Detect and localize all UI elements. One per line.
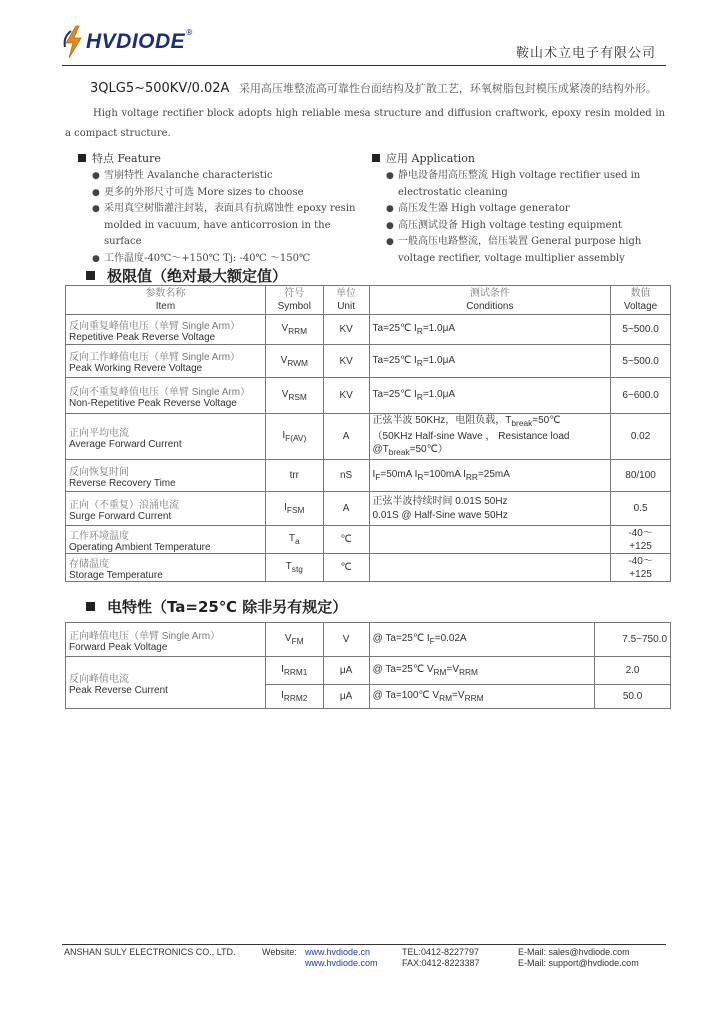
col-header-conditions: 测试条件 Conditions — [369, 286, 611, 315]
table-row: $I_{RRM2}$ μA @ Ta=100℃ $V_{RM}=V_{RRM}$ 50.0 — [66, 685, 671, 709]
footer-website-com-link[interactable]: www.hvdiode.com — [305, 958, 378, 968]
application-item: ● 一般高压电路整流，倍压装置 General purpose high voltage rectifier, voltage multiplier assembly — [386, 236, 642, 264]
table-header-row — [66, 286, 671, 315]
footer-email-support[interactable]: E-Mail: support@hvdiode.com — [518, 958, 639, 968]
col-header-unit: 单位 Unit — [323, 286, 369, 315]
feature-item: ● 雪崩特性 Avalanche characteristic — [78, 168, 363, 185]
page-header — [62, 18, 662, 68]
feature-item: ● 更多的外形尺寸可选 More sizes to choose — [78, 185, 363, 202]
bullet-icon: ● — [386, 171, 394, 181]
applications-heading: 应用 Application — [372, 150, 666, 166]
footer-company: ANSHAN SULY ELECTRONICS CO., LTD. — [64, 947, 236, 957]
table-row: 正向（不重复）浪涌电流 Surge Forward Current $I_{FSM}$ A 正弦半波持续时间 0.01S 50Hz 0.01S @ Half-Sine wave 50Hz 0.5 — [66, 492, 671, 526]
page-footer — [62, 945, 666, 975]
brand-name: HVDIODE — [86, 30, 186, 53]
lightning-bolt-icon — [62, 25, 84, 59]
bullet-icon: ● — [92, 171, 100, 181]
company-name-cn: 鞍山术立电子有限公司 — [515, 46, 656, 61]
col-header-symbol: 符号 Symbol — [265, 286, 323, 315]
brand-logo — [62, 22, 193, 62]
application-item: ● 高压测试设备 High voltage testing equipment — [372, 218, 666, 235]
table-row: 反向恢复时间 Reverse Recovery Time trr nS $I_F=50mA$ $I_R=100mA$ $I_{RR}=25mA$ 80/100 — [66, 460, 671, 492]
footer-tel: TEL:0412-8227797 — [402, 947, 480, 957]
bullet-icon: ● — [386, 204, 394, 214]
col-header-value: 数值 Voltage — [611, 286, 671, 315]
footer-website-cn-link[interactable]: www.hvdiode.cn — [305, 947, 371, 957]
description-en: High voltage rectifier block adopts high reliable mesa structure and diffusion craftwork, epoxy resin molded in a compact structure. — [65, 108, 665, 139]
registered-icon: ® — [185, 27, 194, 37]
features-section — [78, 150, 363, 267]
applications-section — [372, 150, 666, 267]
bullet-icon: ● — [92, 187, 100, 198]
bullet-icon: ● — [92, 253, 100, 264]
product-title — [90, 80, 670, 96]
square-bullet-icon — [372, 154, 380, 162]
square-bullet-icon — [78, 154, 86, 162]
header-divider — [62, 65, 666, 66]
table-row: 工作环境温度 Operating Ambient Temperature $T_a$ ℃ -40～ +125 — [66, 526, 671, 554]
application-item: ● 静电设备用高压整流 High voltage rectifier used in electrostatic cleaning — [386, 170, 641, 198]
feature-item: ● 工作温度-40℃～+150℃ Tj: -40℃ ～150℃ — [78, 251, 363, 268]
footer-email-sales[interactable]: E-Mail: sales@hvdiode.com — [518, 947, 630, 957]
square-bullet-icon — [86, 271, 95, 280]
table-row: 反向重复峰值电压（单臂 Single Arm） Repetitive Peak Reverse Voltage $V_{RRM}$ KV Ta=25℃ $I_R=1.0\mu A$ 5~500.0 — [66, 315, 671, 345]
limits-heading: 极限值（绝对最大额定值） — [86, 265, 287, 286]
application-item: ● 高压发生器 High voltage generator — [372, 201, 666, 218]
table-row: 正向平均电流 Average Forward Current $I_{F(AV)}$ A 正弦半波 50KHz，电阻负载，$T_{break}=50℃$ （50KHz Half-sine Wave ， Resistance load $@T_{break}=50℃$） 0.02 — [66, 414, 671, 460]
electrical-table — [65, 622, 671, 709]
footer-fax: FAX:0412-8223387 — [402, 958, 480, 968]
table-row: 正向峰值电压（单臂 Single Arm） Forward Peak Voltage $V_{FM}$ V @ Ta=25℃ $I_F=0.02A$ 7.5~750.0 — [66, 623, 671, 657]
table-row: 反向工作峰值电压（单臂 Single Arm） Peak Working Revere Voltage $V_{RWM}$ KV Ta=25℃ $I_R=1.0\mu A$ 5~500.0 — [66, 345, 671, 378]
feature-item: ● 采用真空树脂灌注封装，表面具有抗腐蚀性 epoxy resin molded in vacuum, have anticorrosion in the surface — [92, 203, 356, 247]
bullet-icon: ● — [92, 204, 100, 214]
description-cn: 采用高压堆整流高可靠性台面结构及扩散工艺，环氧树脂包封模压成紧凑的结构外形。 — [238, 82, 657, 95]
electrical-heading: 电特性（Ta=25℃ 除非另有规定） — [86, 596, 347, 617]
bullet-icon: ● — [386, 237, 394, 247]
model-number: 3QLG5~500KV/0.02A — [90, 81, 230, 96]
features-heading: 特点 Feature — [78, 150, 363, 166]
col-header-item: 参数名称 Item — [66, 286, 266, 315]
bullet-icon: ● — [386, 220, 394, 231]
table-row: 反向不重复峰值电压（单臂 Single Arm） Non-Repetitive Peak Reverse Voltage $V_{RSM}$ KV Ta=25℃ $I_R=1.0\mu A$ 6~600.0 — [66, 378, 671, 414]
table-row: 反向峰值电流 Peak Reverse Current $I_{RRM1}$ μA @ Ta=25℃ $V_{RM}=V_{RRM}$ 2.0 — [66, 657, 671, 685]
square-bullet-icon — [86, 602, 95, 611]
limits-table — [65, 285, 671, 582]
footer-website-label: Website: — [262, 947, 297, 957]
table-row: 存储温度 Storage Temperature $T_{stg}$ ℃ -40～ +125 — [66, 554, 671, 582]
